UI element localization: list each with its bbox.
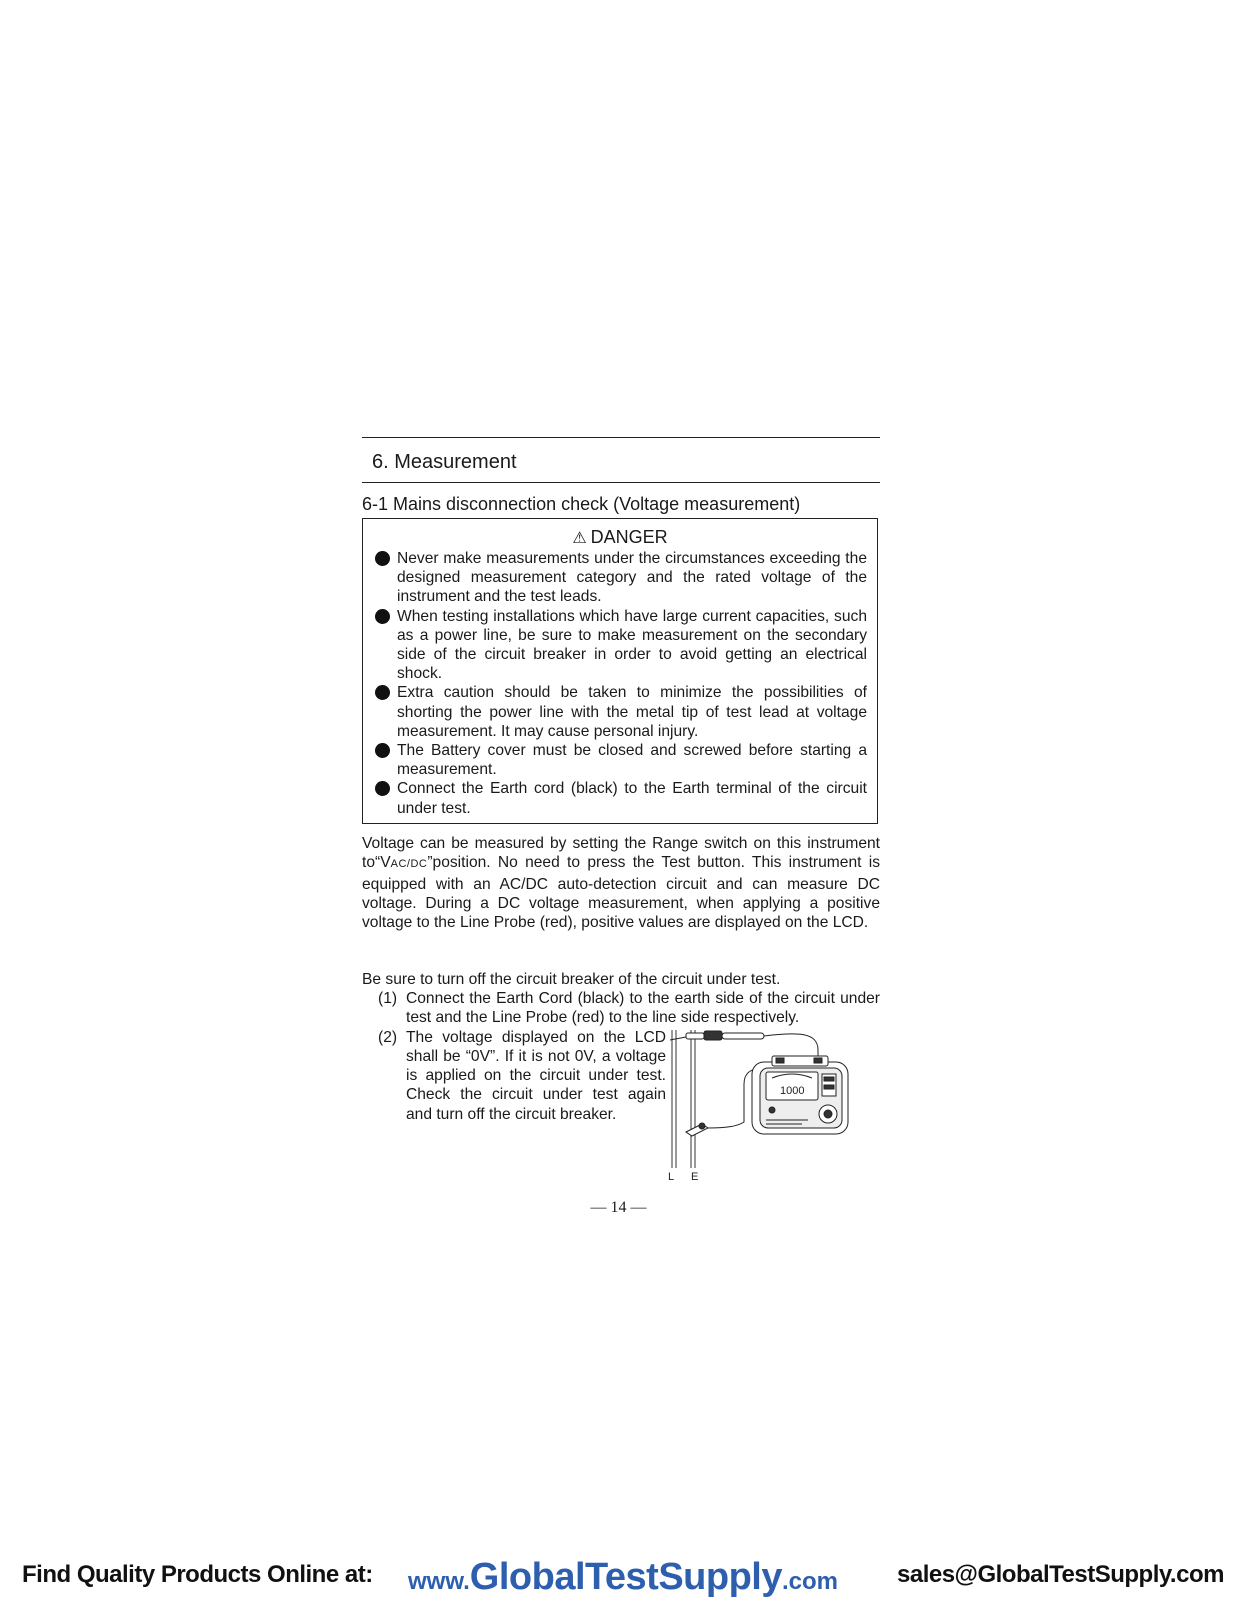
procedure-step: (1) Connect the Earth Cord (black) to the earth side of the circuit under test and the Line Probe (red) to the line side respectively. — [378, 990, 880, 1027]
danger-bullet: Never make measurements under the circumstances exceeding the designed measurement category and the rated voltage of the instrument and the test leads. — [373, 549, 867, 607]
bullet-dot-icon — [375, 551, 390, 566]
danger-bullet: Extra caution should be taken to minimize the possibilities of shorting the power line with the metal tip of test lead at voltage measurement. It may cause personal injury. — [373, 683, 867, 741]
top-rule — [362, 437, 880, 438]
danger-bullet: Connect the Earth cord (black) to the Earth terminal of the circuit under test. — [373, 779, 867, 817]
procedure-step: (2) The voltage displayed on the LCD shall be “0V”. If it is not 0V, a voltage is applied on the circuit under test. Check the circuit under test again and turn off the circuit breaker. — [378, 1028, 666, 1123]
procedure-lead: Be sure to turn off the circuit breaker of the circuit under test. — [362, 971, 781, 988]
footer-website-link[interactable]: www.GlobalTestSupply.com — [408, 1556, 839, 1598]
danger-bullet-list — [373, 549, 867, 818]
connection-diagram — [668, 1028, 882, 1182]
section-rule — [362, 482, 880, 483]
earth-label: E — [691, 1171, 699, 1182]
intro-paragraph: Voltage can be measured by setting the Range switch on this instrument to“VAC/DC”position. No need to press the Test button. This instrument is equipped with an AC/DC auto-detection circuit and can measure DC voltage. During a DC voltage measurement, when applying a positive voltage to the Line Probe (red), positive values are displayed on the LCD. — [362, 835, 880, 932]
page-number: — 14 — — [590, 1199, 647, 1216]
bullet-dot-icon — [375, 609, 390, 624]
section-title: 6. Measurement — [372, 451, 517, 473]
footer-email-link[interactable]: sales@GlobalTestSupply.com — [897, 1561, 1224, 1588]
lcd-reading: 1000 — [780, 1085, 805, 1097]
line-label: L — [668, 1171, 675, 1182]
danger-heading — [363, 527, 877, 548]
warning-triangle-icon: ⚠ — [572, 530, 587, 547]
danger-label: DANGER — [590, 527, 668, 547]
bullet-dot-icon — [375, 685, 390, 700]
bullet-dot-icon — [375, 781, 390, 796]
power-lines — [672, 1030, 695, 1168]
danger-bullet: The Battery cover must be closed and screwed before starting a measurement. — [373, 741, 867, 779]
danger-bullet: When testing installations which have large current capacities, such as a power line, be sure to make measurement on the secondary side of the circuit breaker in order to avoid getting an electrical shock. — [373, 607, 867, 684]
footer-tagline: Find Quality Products Online at: — [22, 1561, 373, 1588]
danger-box — [362, 518, 878, 824]
subsection-title: 6-1 Mains disconnection check (Voltage measurement) — [362, 494, 801, 514]
bullet-dot-icon — [375, 743, 390, 758]
